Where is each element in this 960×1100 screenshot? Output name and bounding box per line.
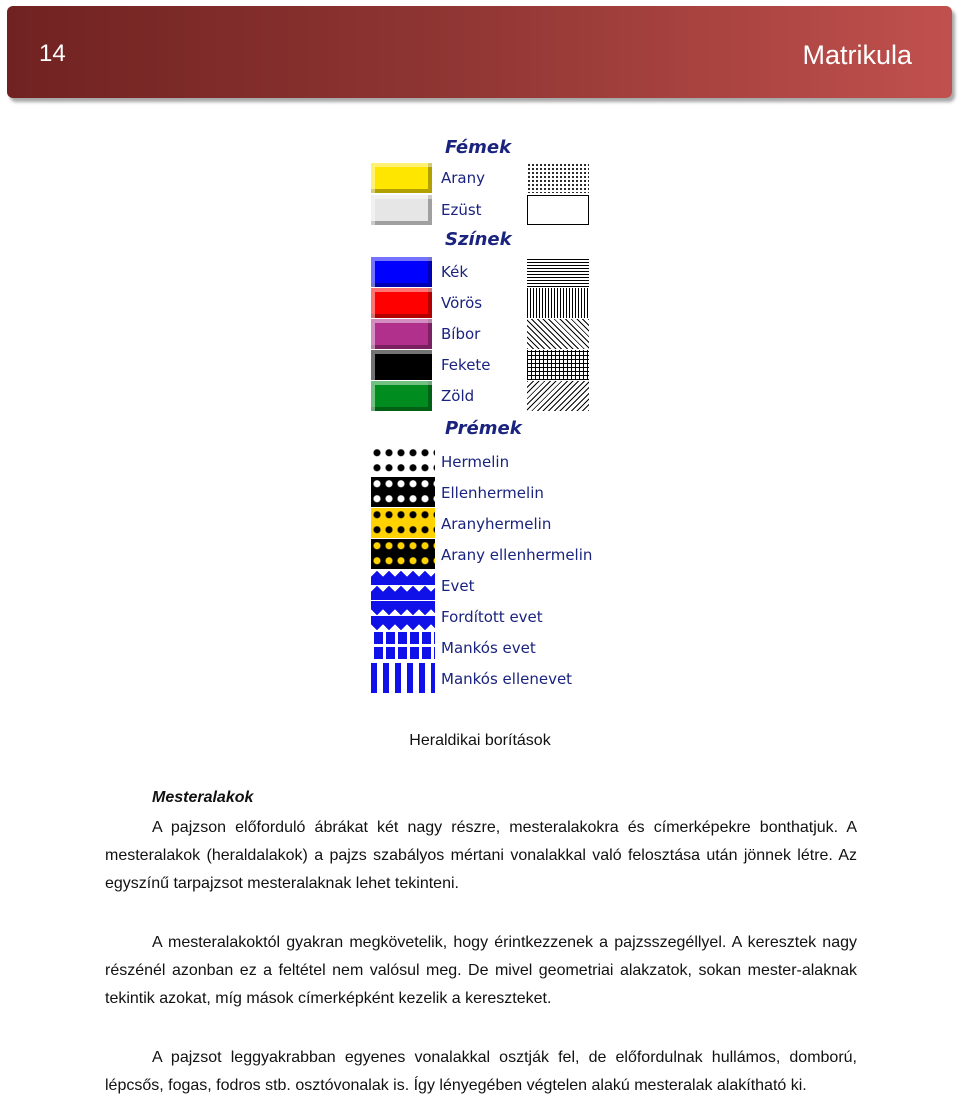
metal-swatch xyxy=(371,195,432,225)
paragraph-text: A mesteralakoktól gyakran megkövetelik, hogy érintkezzenek a pajzsszegéllyel. A keresztek nagy részénél azonban ez a feltétel nem valósul meg. De mivel geometriai alakzatok, sokan mester-alaknak tekintik azokat, míg mások címerképként kezelik a kereszteket. xyxy=(105,934,857,1007)
metal-label: Ezüst xyxy=(441,201,482,219)
metals-title: Fémek xyxy=(445,137,512,158)
metal-hatch-pattern xyxy=(527,163,589,193)
color-label: Bíbor xyxy=(441,325,481,343)
color-swatch xyxy=(371,381,432,411)
fur-swatch xyxy=(371,539,435,569)
color-swatch xyxy=(371,350,432,380)
metal-hatch-pattern xyxy=(527,195,589,225)
fur-swatch xyxy=(371,446,435,476)
color-hatch-pattern xyxy=(527,319,589,349)
color-hatch-pattern xyxy=(527,350,589,380)
fur-label: Aranyhermelin xyxy=(441,515,552,533)
paragraph xyxy=(105,814,857,898)
furs-title: Prémek xyxy=(445,418,522,439)
color-hatch-pattern xyxy=(527,288,589,318)
color-swatch xyxy=(371,319,432,349)
fur-label: Hermelin xyxy=(441,453,510,471)
fur-swatch xyxy=(371,570,435,600)
fur-swatch xyxy=(371,632,435,662)
heraldic-tinctures-figure xyxy=(367,135,627,700)
color-label: Kék xyxy=(441,263,469,281)
fur-label: Evet xyxy=(441,577,475,595)
fur-label: Fordított evet xyxy=(441,608,543,626)
color-swatch xyxy=(371,257,432,287)
paragraph xyxy=(105,929,857,1013)
metal-swatch xyxy=(371,163,432,193)
fur-swatch xyxy=(371,601,435,631)
color-label: Zöld xyxy=(441,387,475,405)
color-hatch-pattern xyxy=(527,257,589,287)
paragraph-text: A pajzson előforduló ábrákat két nagy részre, mesteralakokra és címerképekre bonthatjuk. A mesteralakok (heraldalakok) a pajzs szabályos mértani vonalakkal való felosztása után jönnek létre. Az egyszínű tarpajzsot mesteralaknak lehet tekinteni. xyxy=(105,819,857,892)
figure-caption: Heraldikai borítások xyxy=(409,732,551,749)
page-number: 14 xyxy=(39,40,66,67)
metal-label: Arany xyxy=(441,169,486,187)
color-label: Fekete xyxy=(441,356,491,374)
fur-label: Arany ellenhermelin xyxy=(441,546,593,564)
color-label: Vörös xyxy=(441,294,483,312)
color-swatch xyxy=(371,288,432,318)
section-title: Mesteralakok xyxy=(152,789,254,806)
fur-swatch xyxy=(371,508,435,538)
paragraph-text: A pajzsot leggyakrabban egyenes vonalakkal osztják fel, de előfordulnak hullámos, domború, lépcsős, fogas, fodros stb. osztóvonalak is. Így lényegében végtelen alakú mesteralak alakítható ki. xyxy=(105,1049,857,1094)
fur-label: Mankós ellenevet xyxy=(441,670,573,688)
paragraph xyxy=(105,1044,857,1100)
page-header xyxy=(7,6,952,98)
colors-title: Színek xyxy=(445,229,512,250)
header-title: Matrikula xyxy=(802,40,912,70)
color-hatch-pattern xyxy=(527,381,589,411)
fur-swatch xyxy=(371,477,435,507)
fur-swatch xyxy=(371,663,435,693)
fur-label: Ellenhermelin xyxy=(441,484,544,502)
fur-label: Mankós evet xyxy=(441,639,536,657)
